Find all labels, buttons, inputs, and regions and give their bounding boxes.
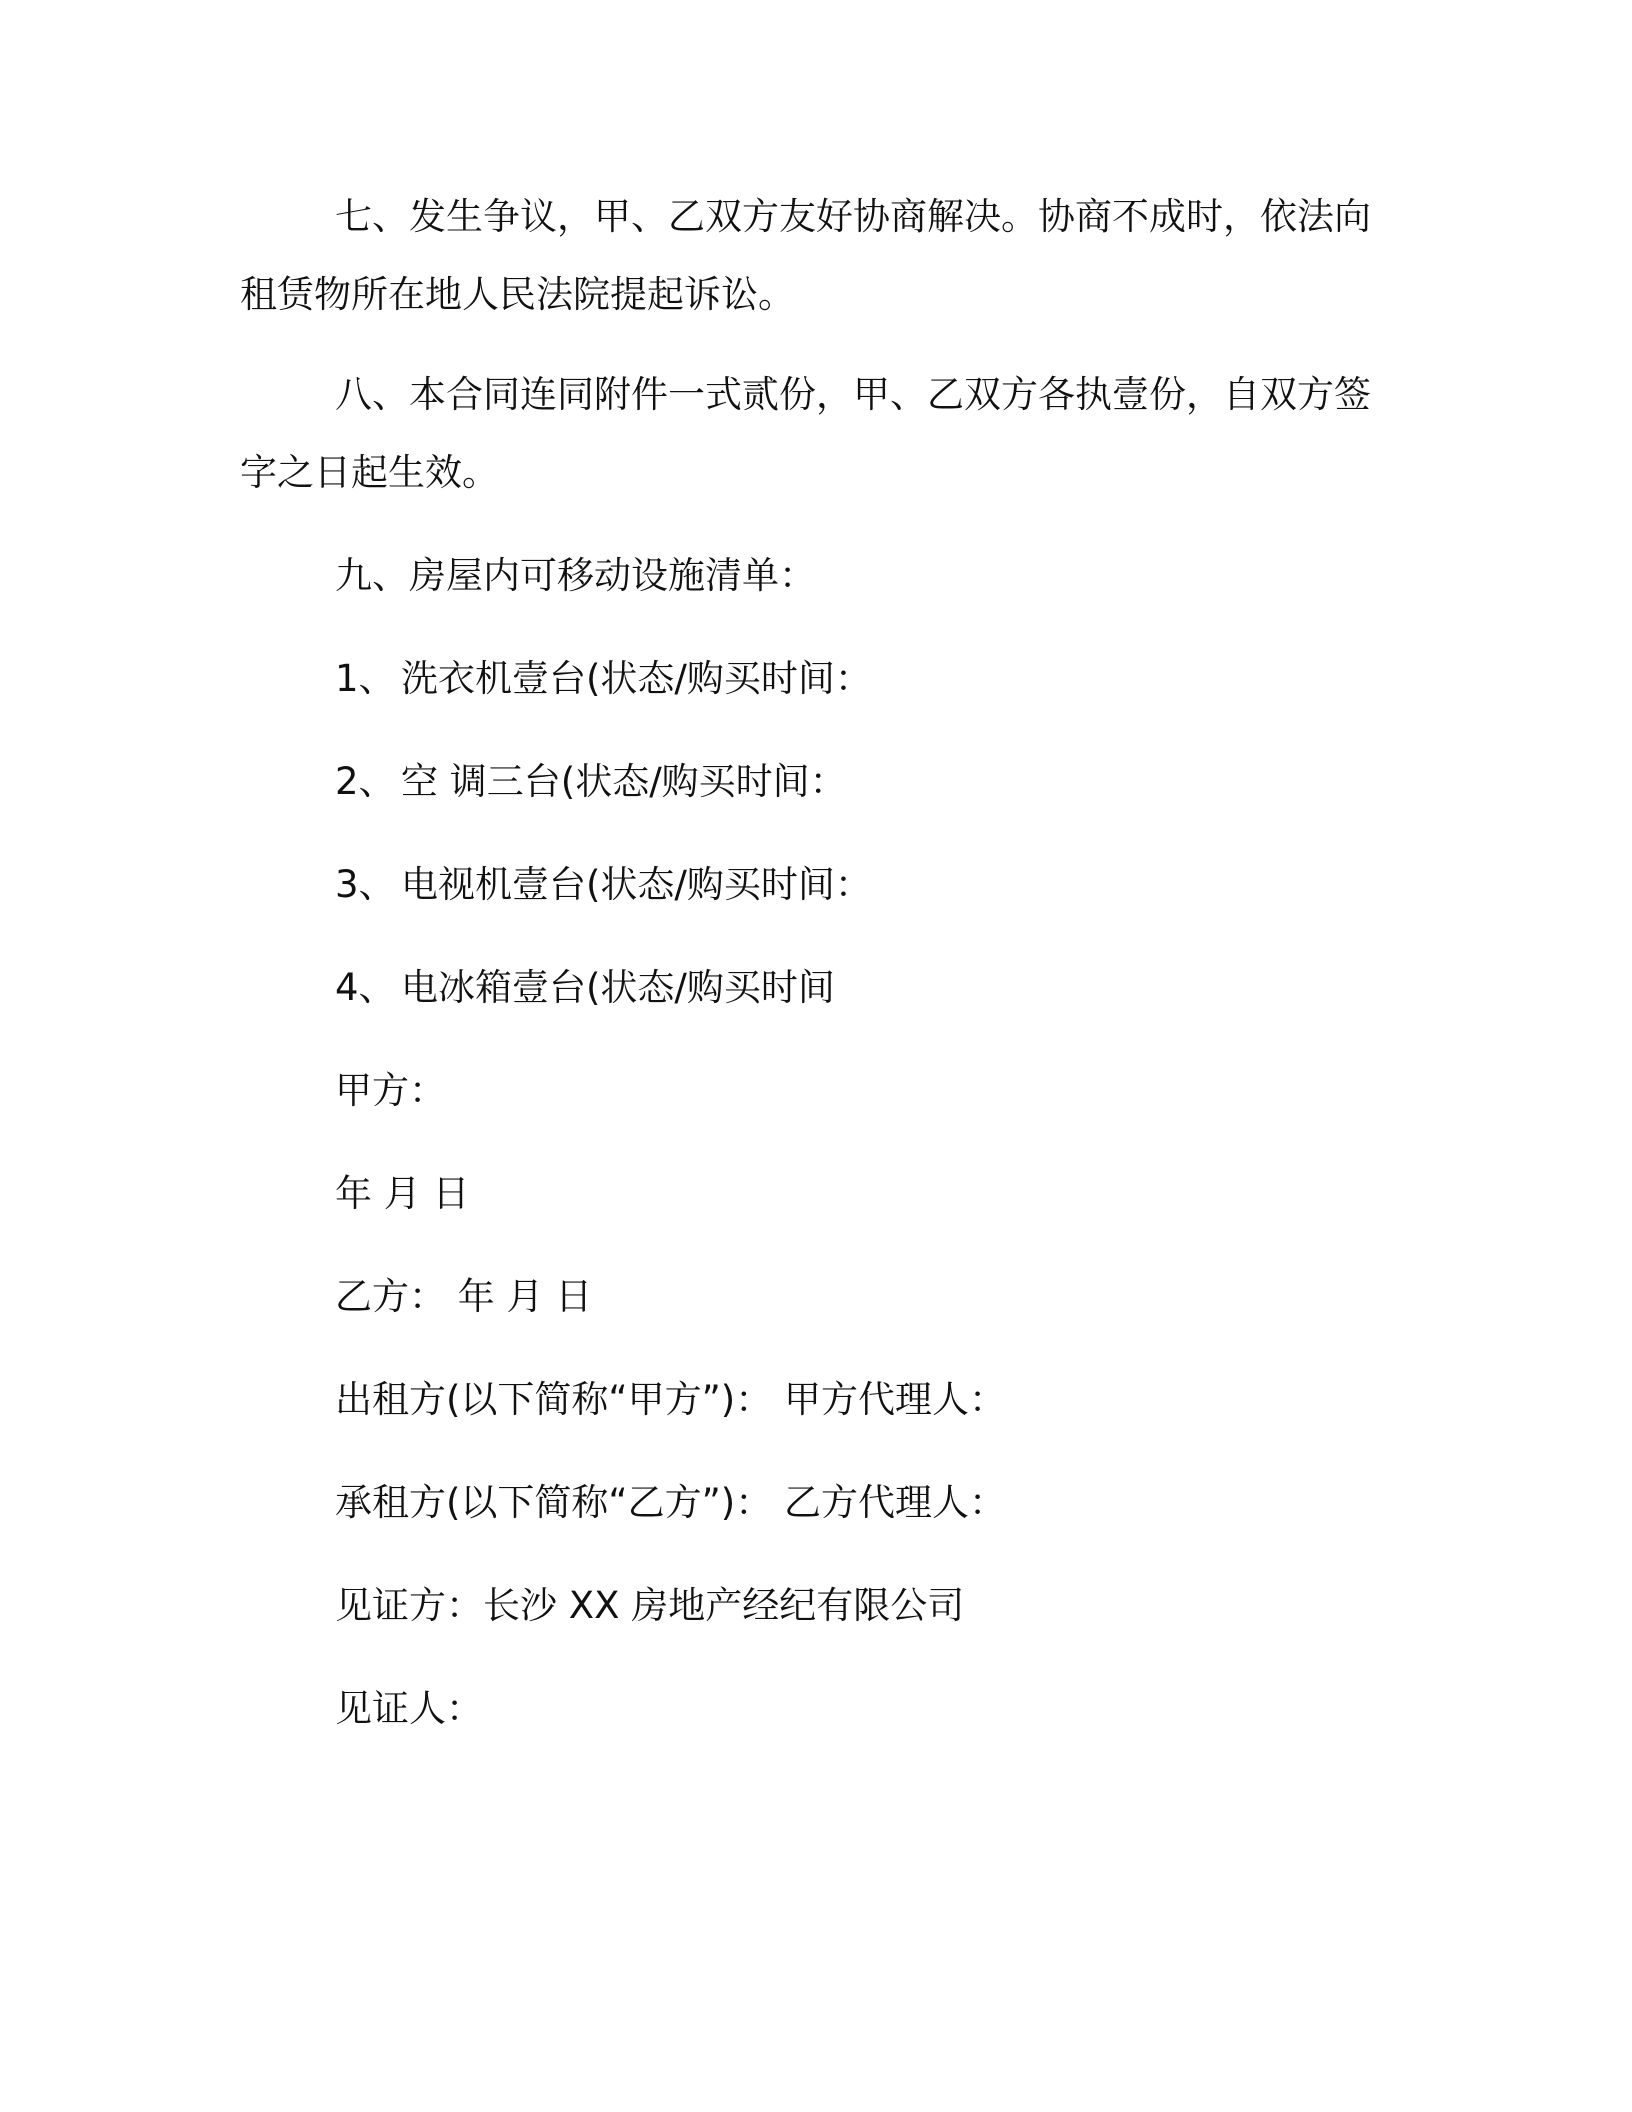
clause-8-line-1: 八、本合同连同附件一式贰份，甲、乙双方各执壹份，自双方签 bbox=[335, 373, 1371, 416]
lessee-line: 承租方(以下简称“乙方”)： 乙方代理人： bbox=[335, 1481, 1006, 1524]
facility-number: 2、 bbox=[335, 760, 396, 803]
facility-number: 4、 bbox=[335, 966, 396, 1009]
party-a-date: 年 月 日 bbox=[335, 1172, 470, 1215]
facility-number: 1、 bbox=[335, 657, 396, 700]
facility-text: 洗衣机壹台(状态/购买时间： bbox=[401, 657, 872, 700]
clause-9-heading: 九、房屋内可移动设施清单： bbox=[335, 554, 816, 597]
clause-7-line-1: 七、发生争议，甲、乙双方友好协商解决。协商不成时，依法向 bbox=[335, 195, 1371, 238]
lessor-line: 出租方(以下简称“甲方”)： 甲方代理人： bbox=[335, 1378, 1006, 1421]
facility-item bbox=[335, 654, 872, 704]
witness-person-line: 见证人： bbox=[335, 1687, 483, 1730]
facility-text: 空 调三台(状态/购买时间： bbox=[401, 760, 847, 803]
party-a-label: 甲方： bbox=[335, 1069, 446, 1112]
facility-number: 3、 bbox=[335, 863, 396, 906]
facility-item bbox=[335, 963, 835, 1013]
party-b-date: 乙方： 年 月 日 bbox=[335, 1275, 593, 1318]
facility-text: 电视机壹台(状态/购买时间： bbox=[401, 863, 872, 906]
facility-item bbox=[335, 757, 847, 807]
facility-text: 电冰箱壹台(状态/购买时间 bbox=[401, 966, 835, 1009]
clause-8 bbox=[240, 356, 1380, 512]
clause-8-line-2: 字之日起生效。 bbox=[240, 451, 499, 494]
clause-7 bbox=[240, 178, 1380, 334]
witness-party-line: 见证方：长沙 XX 房地产经纪有限公司 bbox=[335, 1584, 965, 1627]
clause-7-line-2: 租赁物所在地人民法院提起诉讼。 bbox=[240, 273, 795, 316]
facility-item bbox=[335, 860, 872, 910]
